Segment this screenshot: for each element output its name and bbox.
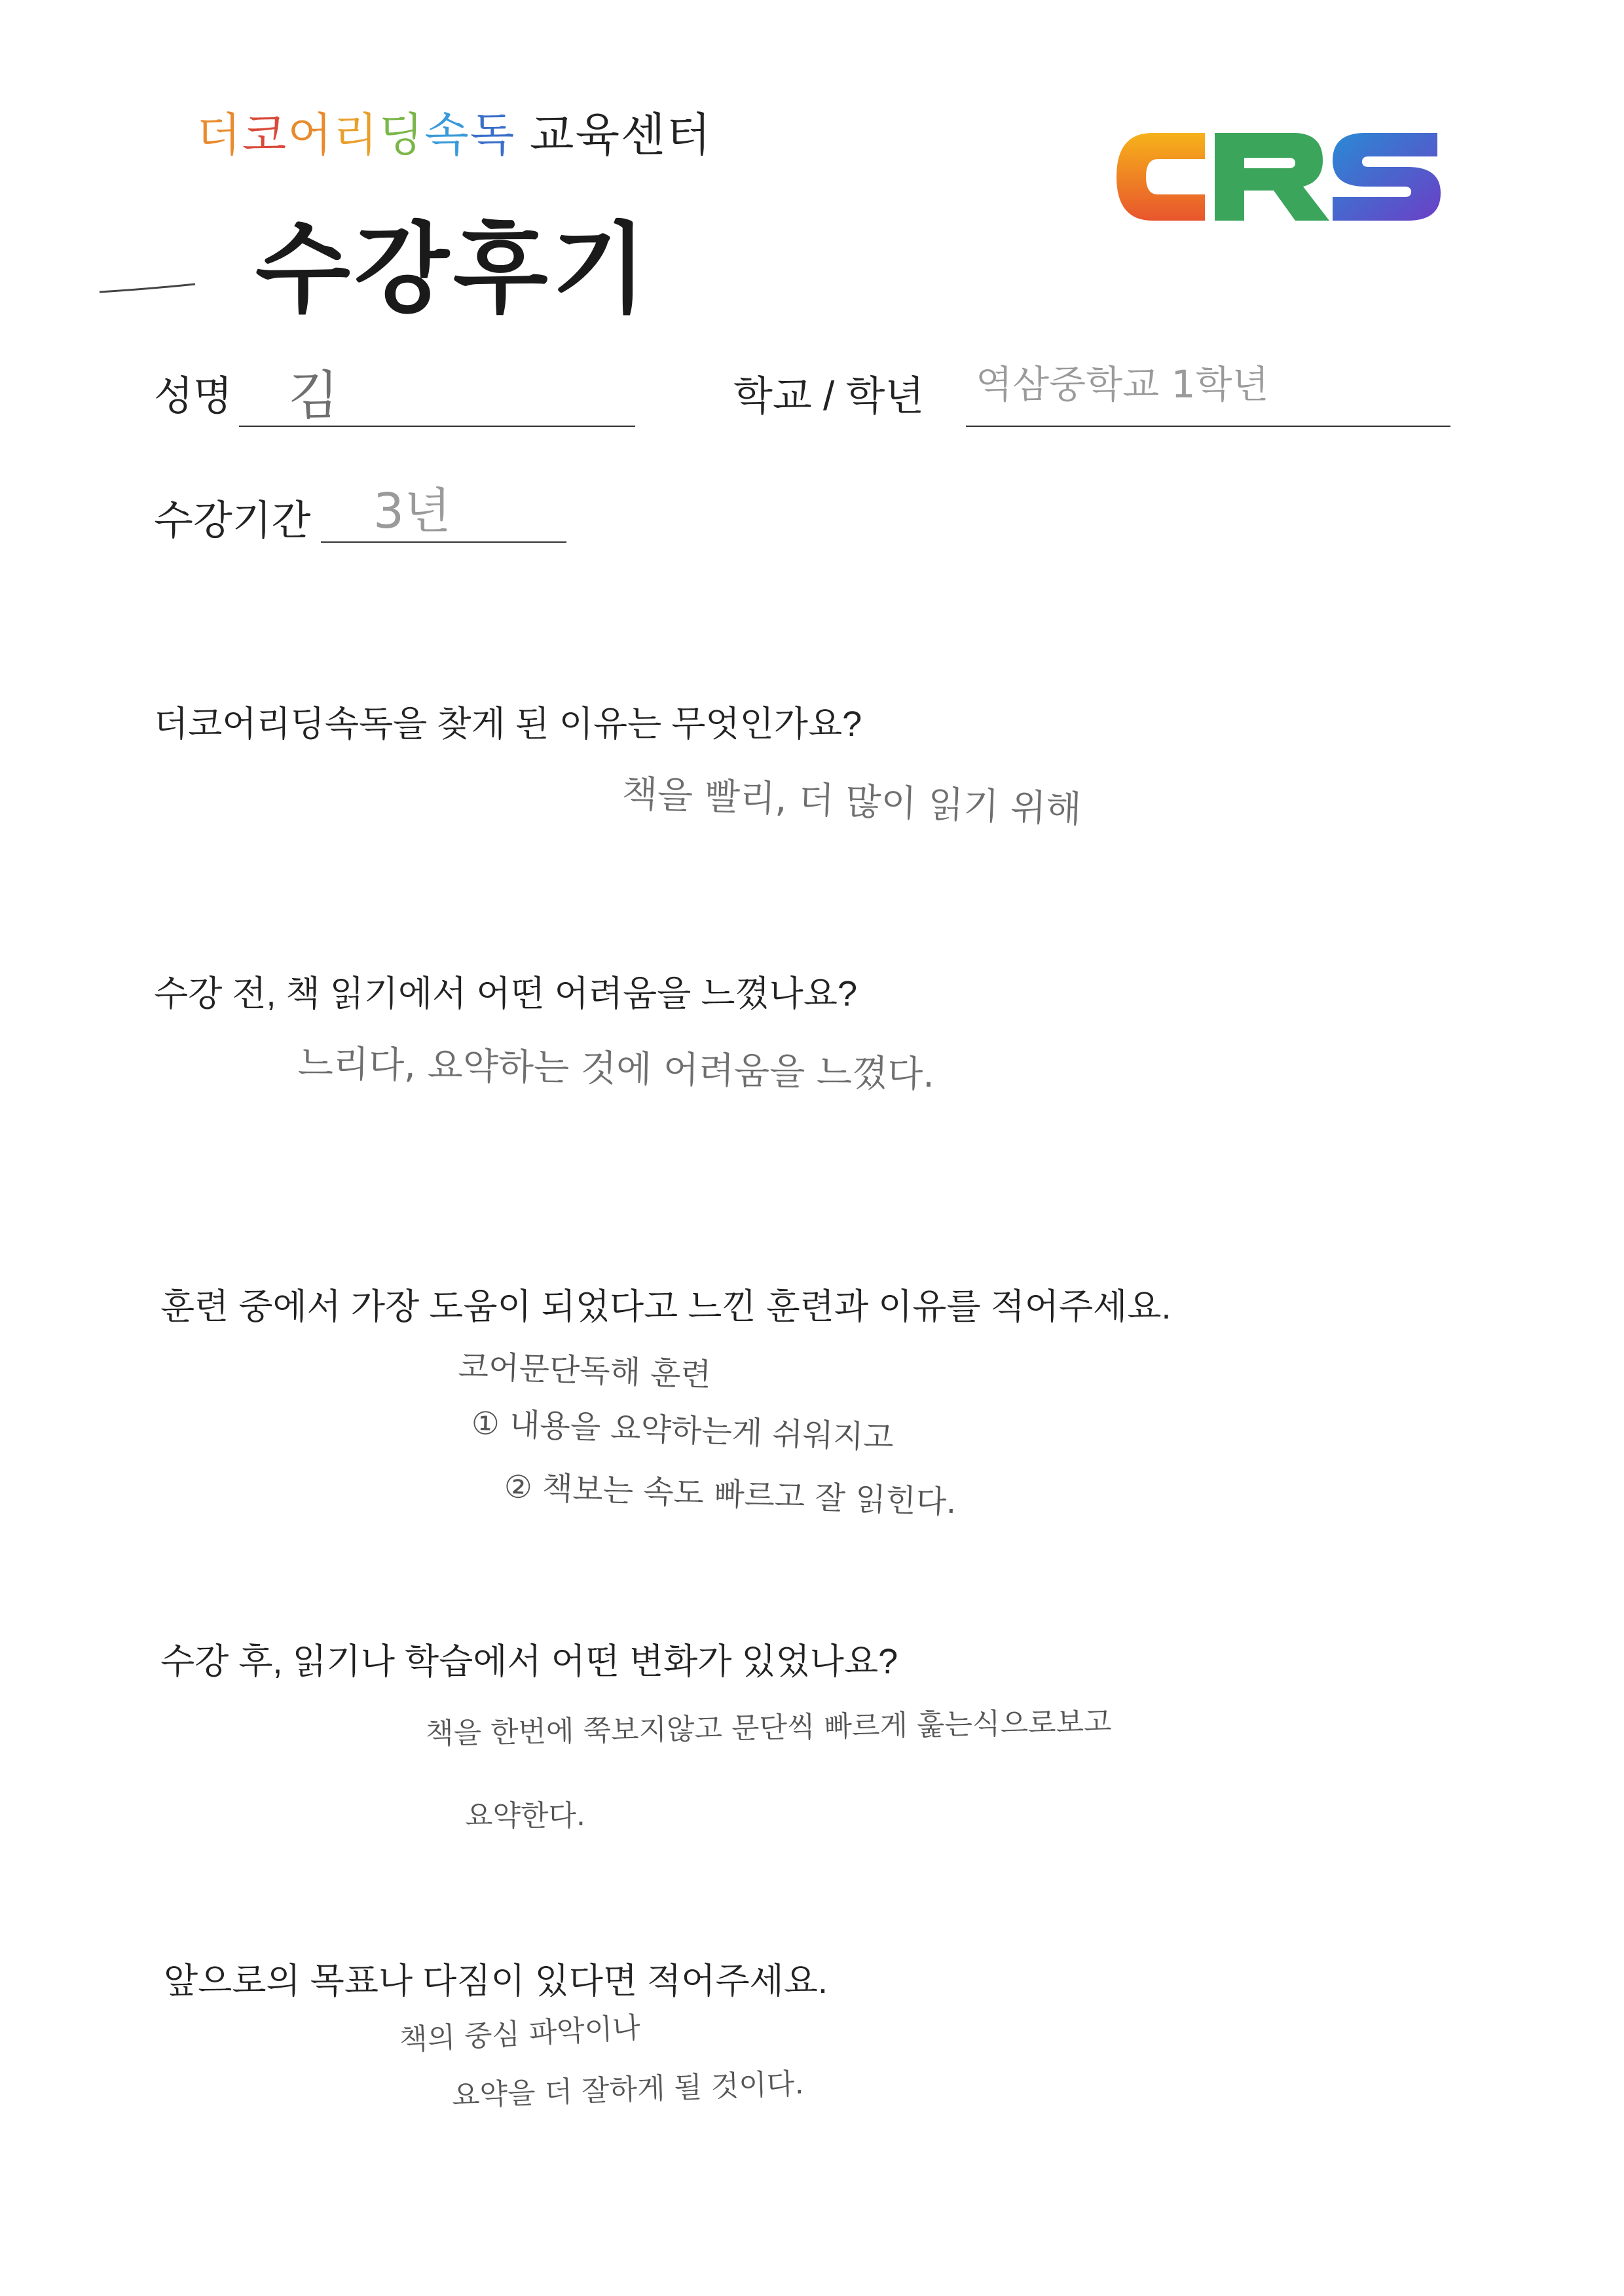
period-label: 수강기간 <box>154 498 311 543</box>
name-field-line <box>239 426 635 427</box>
period-field-line <box>321 541 566 543</box>
answer-training-line-2[interactable]: ① 내용을 요약하는게 쉬워지고 <box>470 1405 895 1457</box>
center-name-char: 속 <box>424 109 470 160</box>
center-name <box>196 98 712 164</box>
school-label: 학교 / 학년 <box>733 374 925 419</box>
page-title: 수강후기 <box>255 214 651 324</box>
name-value[interactable]: 김 <box>288 365 339 426</box>
center-name-brand <box>196 109 515 160</box>
question-goal: 앞으로의 목표나 다짐이 있다면 적어주세요. <box>164 1961 828 2001</box>
center-name-char: 코 <box>242 109 288 160</box>
question-difficulty: 수강 전, 책 읽기에서 어떤 어려움을 느꼈나요? <box>154 974 858 1013</box>
center-name-suffix: 교육센터 <box>515 109 712 160</box>
school-value[interactable]: 역삼중학교 1학년 <box>976 362 1269 407</box>
answer-difficulty-line[interactable]: 느리다, 요약하는 것에 어려움을 느꼈다. <box>297 1042 935 1096</box>
question-reason: 더코어리딩속독을 찾게 된 이유는 무엇인가요? <box>154 704 862 744</box>
question-training: 훈련 중에서 가장 도움이 되었다고 느낀 훈련과 이유를 적어주세요. <box>160 1287 1172 1326</box>
question-change: 수강 후, 읽기나 학습에서 어떤 변화가 있었나요? <box>160 1642 898 1681</box>
center-name-char: 독 <box>470 109 516 160</box>
center-name-char: 리 <box>333 109 379 160</box>
name-label: 성명 <box>154 374 232 419</box>
school-field-line <box>966 426 1450 427</box>
answer-goal-line-2[interactable]: 요약을 더 잘하게 될 것이다. <box>451 2067 805 2113</box>
crs-logo <box>1107 121 1447 232</box>
center-name-char: 딩 <box>378 109 425 160</box>
answer-training-line-3[interactable]: ② 책보는 속도 빠르고 잘 읽힌다. <box>503 1468 957 1522</box>
period-value[interactable]: 3년 <box>373 483 451 539</box>
answer-reason-line[interactable]: 책을 빨리, 더 많이 읽기 위해 <box>621 773 1082 831</box>
center-name-char: 더 <box>196 109 242 160</box>
pen-stroke-mark <box>98 282 196 295</box>
center-name-char: 어 <box>287 109 333 160</box>
answer-change-line-1[interactable]: 책을 한번에 쭉보지않고 문단씩 빠르게 훑는식으로보고 <box>425 1705 1112 1751</box>
answer-training-line-1[interactable]: 코어문단독해 훈련 <box>457 1348 712 1394</box>
answer-goal-line-1[interactable]: 책의 중심 파악이나 <box>398 2011 642 2057</box>
answer-change-line-2[interactable]: 요약한다. <box>465 1799 586 1832</box>
